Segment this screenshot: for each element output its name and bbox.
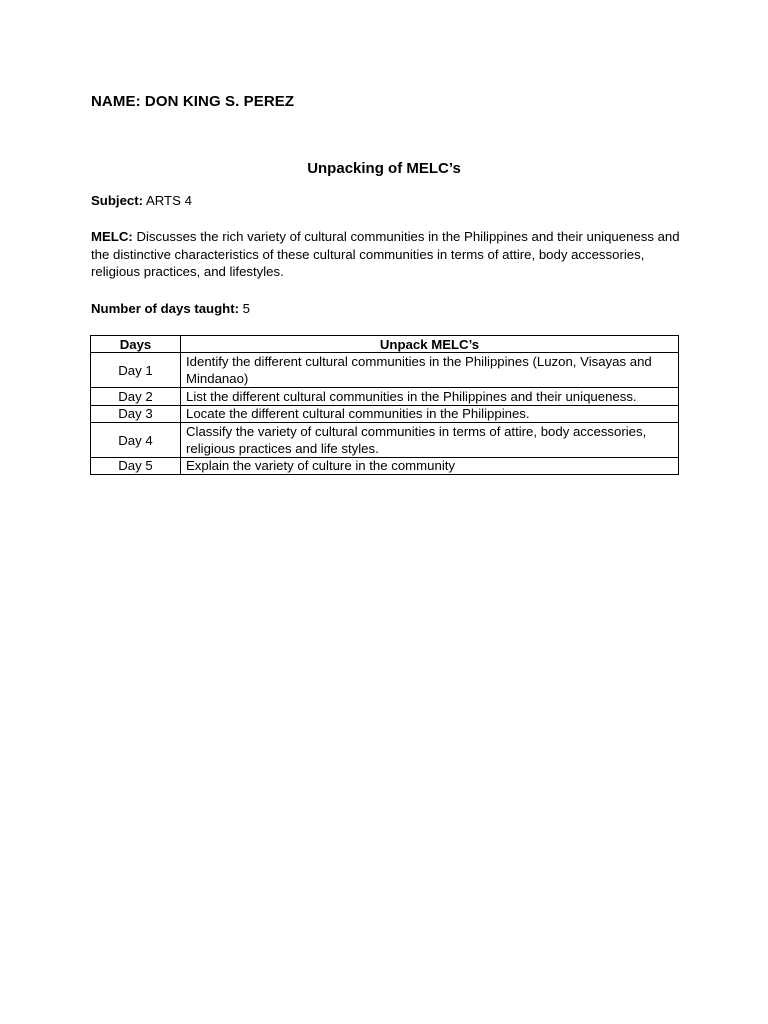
day-cell: Day 4 bbox=[91, 423, 181, 458]
table-row bbox=[91, 458, 679, 475]
document-title: Unpacking of MELC’s bbox=[307, 160, 461, 177]
day-cell: Day 3 bbox=[91, 406, 181, 423]
header-days: Days bbox=[91, 336, 181, 353]
subject-label: Subject: bbox=[91, 193, 144, 208]
subject-line bbox=[91, 192, 681, 210]
day-cell: Day 1 bbox=[91, 353, 181, 388]
day-cell: Day 2 bbox=[91, 388, 181, 406]
table-row bbox=[91, 353, 679, 388]
unpack-cell: Classify the variety of cultural communities in terms of attire, body accessories, religious practices and life styles. bbox=[181, 423, 679, 458]
table-row bbox=[91, 406, 679, 423]
melc-label: MELC: bbox=[91, 229, 133, 244]
day-cell: Day 5 bbox=[91, 458, 181, 475]
unpack-cell: Locate the different cultural communities in the Philippines. bbox=[181, 406, 679, 423]
unpack-cell: List the different cultural communities in the Philippines and their uniqueness. bbox=[181, 388, 679, 406]
subject-value: ARTS 4 bbox=[145, 193, 192, 208]
melc-table bbox=[90, 335, 679, 475]
header-unpack-melcs: Unpack MELC’s bbox=[181, 336, 679, 353]
days-taught-line bbox=[91, 300, 681, 318]
student-name: NAME: DON KING S. PEREZ bbox=[91, 93, 295, 110]
table-row bbox=[91, 423, 679, 458]
days-taught-label: Number of days taught: bbox=[91, 301, 239, 316]
table-header-row bbox=[91, 336, 679, 353]
melc-value: Discusses the rich variety of cultural communities in the Philippines and their uniqueness and the distinctive characteristics of these cultural communities in terms of attire, body accessories, religious practices, and lifestyles. bbox=[91, 229, 680, 279]
unpack-cell: Identify the different cultural communities in the Philippines (Luzon, Visayas and Mindanao) bbox=[181, 353, 679, 388]
table-row bbox=[91, 388, 679, 406]
melc-paragraph bbox=[91, 228, 681, 281]
unpack-cell: Explain the variety of culture in the community bbox=[181, 458, 679, 475]
days-taught-value: 5 bbox=[242, 301, 251, 316]
